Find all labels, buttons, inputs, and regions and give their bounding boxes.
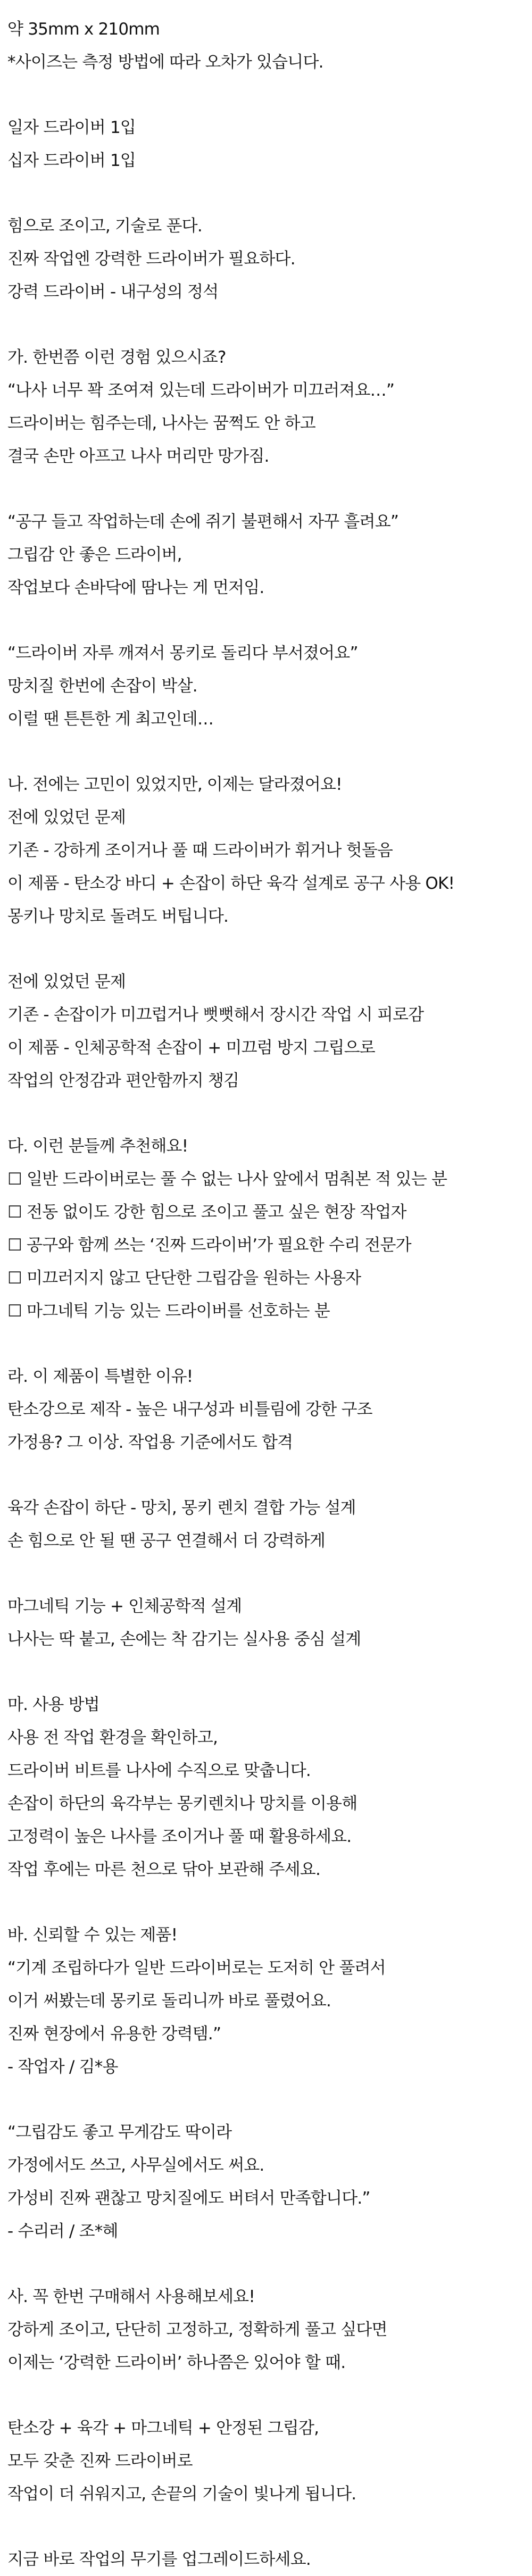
text-line: 기존 - 강하게 조이거나 풀 때 드라이버가 휘거나 헛돌음 (7, 841, 393, 860)
text-block-na2 (7, 965, 527, 1097)
text-block-closing (7, 2543, 527, 2576)
text-line: 가성비 진짜 괜찮고 망치질에도 버텨서 만족합니다.” (7, 2189, 370, 2208)
text-line: - 수리러 / 조*혜 (7, 2222, 118, 2241)
text-line: 손잡이 하단의 육각부는 몽키렌치나 망치를 이용해 (7, 1794, 358, 1813)
text-line: 모두 갖춘 진짜 드라이버로 (7, 2452, 193, 2471)
text-block-magnet (7, 1590, 527, 1656)
text-line: 일자 드라이버 1입 (7, 118, 136, 137)
text-line: 마그네틱 기능 + 인체공학적 설계 (7, 1597, 242, 1616)
text-line: 전에 있었던 문제 (7, 808, 126, 827)
text-line: 십자 드라이버 1입 (7, 151, 136, 170)
text-block-sa (7, 2280, 527, 2379)
text-line: 사용 전 작업 환경을 확인하고, (7, 1728, 218, 1747)
text-line: 육각 손잡이 하단 - 망치, 몽키 렌치 결합 가능 설계 (7, 1498, 356, 1518)
text-line: 그립감 안 좋은 드라이버, (7, 545, 182, 564)
text-line: *사이즈는 측정 방법에 따라 오차가 있습니다. (7, 53, 323, 72)
text-block-ba (7, 1919, 527, 2083)
text-line: 작업 후에는 마른 천으로 닦아 보관해 주세요. (7, 1860, 321, 1879)
text-line: 이 제품 - 탄소강 바디 + 손잡이 하단 육각 설계로 공구 사용 OK! (7, 874, 455, 893)
text-line: 나. 전에는 고민이 있었지만, 이제는 달라졌어요! (7, 775, 342, 794)
text-line: 작업의 안정감과 편안함까지 챙김 (7, 1071, 239, 1090)
text-block-ga (7, 341, 527, 473)
text-line: 작업보다 손바닥에 땀나는 게 먼저임. (7, 578, 264, 597)
text-line: 사. 꼭 한번 구매해서 사용해보세요! (7, 2287, 255, 2306)
text-line: 기존 - 손잡이가 미끄럽거나 뻣뻣해서 장시간 작업 시 피로감 (7, 1005, 424, 1024)
text-line: 가. 한번쯤 이런 경험 있으시죠? (7, 348, 226, 367)
text-block-ma (7, 1688, 527, 1886)
text-block-hex (7, 1491, 527, 1557)
text-line: 드라이버 비트를 나사에 수직으로 맞춥니다. (7, 1761, 311, 1780)
text-line: 강력 드라이버 - 내구성의 정석 (7, 282, 219, 302)
text-line: 이제는 ‘강력한 드라이버’ 하나쯤은 있어야 할 때. (7, 2353, 346, 2372)
text-line: ☐ 미끄러지지 않고 단단한 그립감을 원하는 사용자 (7, 1269, 361, 1288)
text-block-da (7, 1130, 527, 1328)
text-line: 작업이 더 쉬워지고, 손끝의 기술이 빛나게 됩니다. (7, 2485, 356, 2504)
text-line: 드라이버는 힘주는데, 나사는 꿈쩍도 안 하고 (7, 414, 315, 433)
text-line: 고정력이 높은 나사를 조이거나 풀 때 활용하세요. (7, 1827, 352, 1846)
text-line: 망치질 한번에 손잡이 박살. (7, 677, 197, 696)
text-line: 진짜 현장에서 유용한 강력템.” (7, 2024, 221, 2044)
text-line: 손 힘으로 안 될 땐 공구 연결해서 더 강력하게 (7, 1531, 326, 1550)
text-block-break (7, 637, 527, 736)
text-block-ra (7, 1360, 527, 1459)
text-line: 이 제품 - 인체공학적 손잡이 + 미끄럼 방지 그립으로 (7, 1038, 375, 1057)
text-line: 결국 손만 아프고 나사 머리만 망가짐. (7, 447, 269, 466)
text-line: 가정에서도 쓰고, 사무실에서도 써요. (7, 2156, 264, 2175)
text-block-review2 (7, 2116, 527, 2248)
text-line: 몽키나 망치로 돌려도 버팁니다. (7, 907, 229, 926)
text-line: 바. 신뢰할 수 있는 제품! (7, 1925, 178, 1945)
text-line: 이거 써봤는데 몽키로 돌리니까 바로 풀렸어요. (7, 1991, 331, 2011)
text-line: ☐ 마그네틱 기능 있는 드라이버를 선호하는 분 (7, 1302, 330, 1321)
text-line: 전에 있었던 문제 (7, 972, 126, 991)
text-block-summary (7, 2412, 527, 2511)
text-line: ☐ 일반 드라이버로는 풀 수 없는 나사 앞에서 멈춰본 적 있는 분 (7, 1170, 447, 1189)
text-block-intro (7, 210, 527, 309)
text-line: “기계 조립하다가 일반 드라이버로는 도저히 안 풀려서 (7, 1958, 386, 1978)
text-line: 마. 사용 방법 (7, 1695, 99, 1714)
text-line: 라. 이 제품이 특별한 이유! (7, 1367, 193, 1386)
text-line: “그립감도 좋고 무게감도 딱이라 (7, 2123, 232, 2142)
text-line: 탄소강 + 육각 + 마그네틱 + 안정된 그립감, (7, 2419, 319, 2438)
text-block-na1 (7, 768, 527, 933)
text-line: 이럴 땐 튼튼한 게 최고인데… (7, 710, 214, 729)
text-line: “공구 들고 작업하는데 손에 쥐기 불편해서 자꾸 흘려요” (7, 512, 399, 531)
text-line: ☐ 공구와 함께 쓰는 ‘진짜 드라이버’가 필요한 수리 전문가 (7, 1236, 411, 1255)
text-line: 힘으로 조이고, 기술로 푼다. (7, 216, 202, 236)
text-line: 진짜 작업엔 강력한 드라이버가 필요하다. (7, 249, 295, 269)
text-line: - 작업자 / 김*용 (7, 2057, 118, 2077)
text-line: “드라이버 자루 깨져서 몽키로 돌리다 부서졌어요” (7, 644, 358, 663)
text-line: ☐ 전동 없이도 강한 힘으로 조이고 풀고 싶은 현장 작업자 (7, 1203, 406, 1222)
text-line: “나사 너무 꽉 조여져 있는데 드라이버가 미끄러져요…” (7, 381, 395, 400)
text-line: 다. 이런 분들께 추천해요! (7, 1137, 188, 1156)
text-block-size (7, 13, 527, 79)
text-line: 가정용? 그 이상. 작업용 기준에서도 합격 (7, 1433, 293, 1452)
text-line: 약 35mm x 210mm (7, 20, 160, 39)
text-block-grip (7, 505, 527, 604)
text-line: 탄소강으로 제작 - 높은 내구성과 비틀림에 강한 구조 (7, 1400, 372, 1419)
text-line: 지금 바로 작업의 무기를 업그레이드하세요. (7, 2550, 311, 2569)
text-block-contents (7, 111, 527, 177)
text-line: 강하게 조이고, 단단히 고정하고, 정확하게 풀고 싶다면 (7, 2320, 387, 2339)
text-line: 나사는 딱 붙고, 손에는 착 감기는 실사용 중심 설계 (7, 1630, 361, 1649)
